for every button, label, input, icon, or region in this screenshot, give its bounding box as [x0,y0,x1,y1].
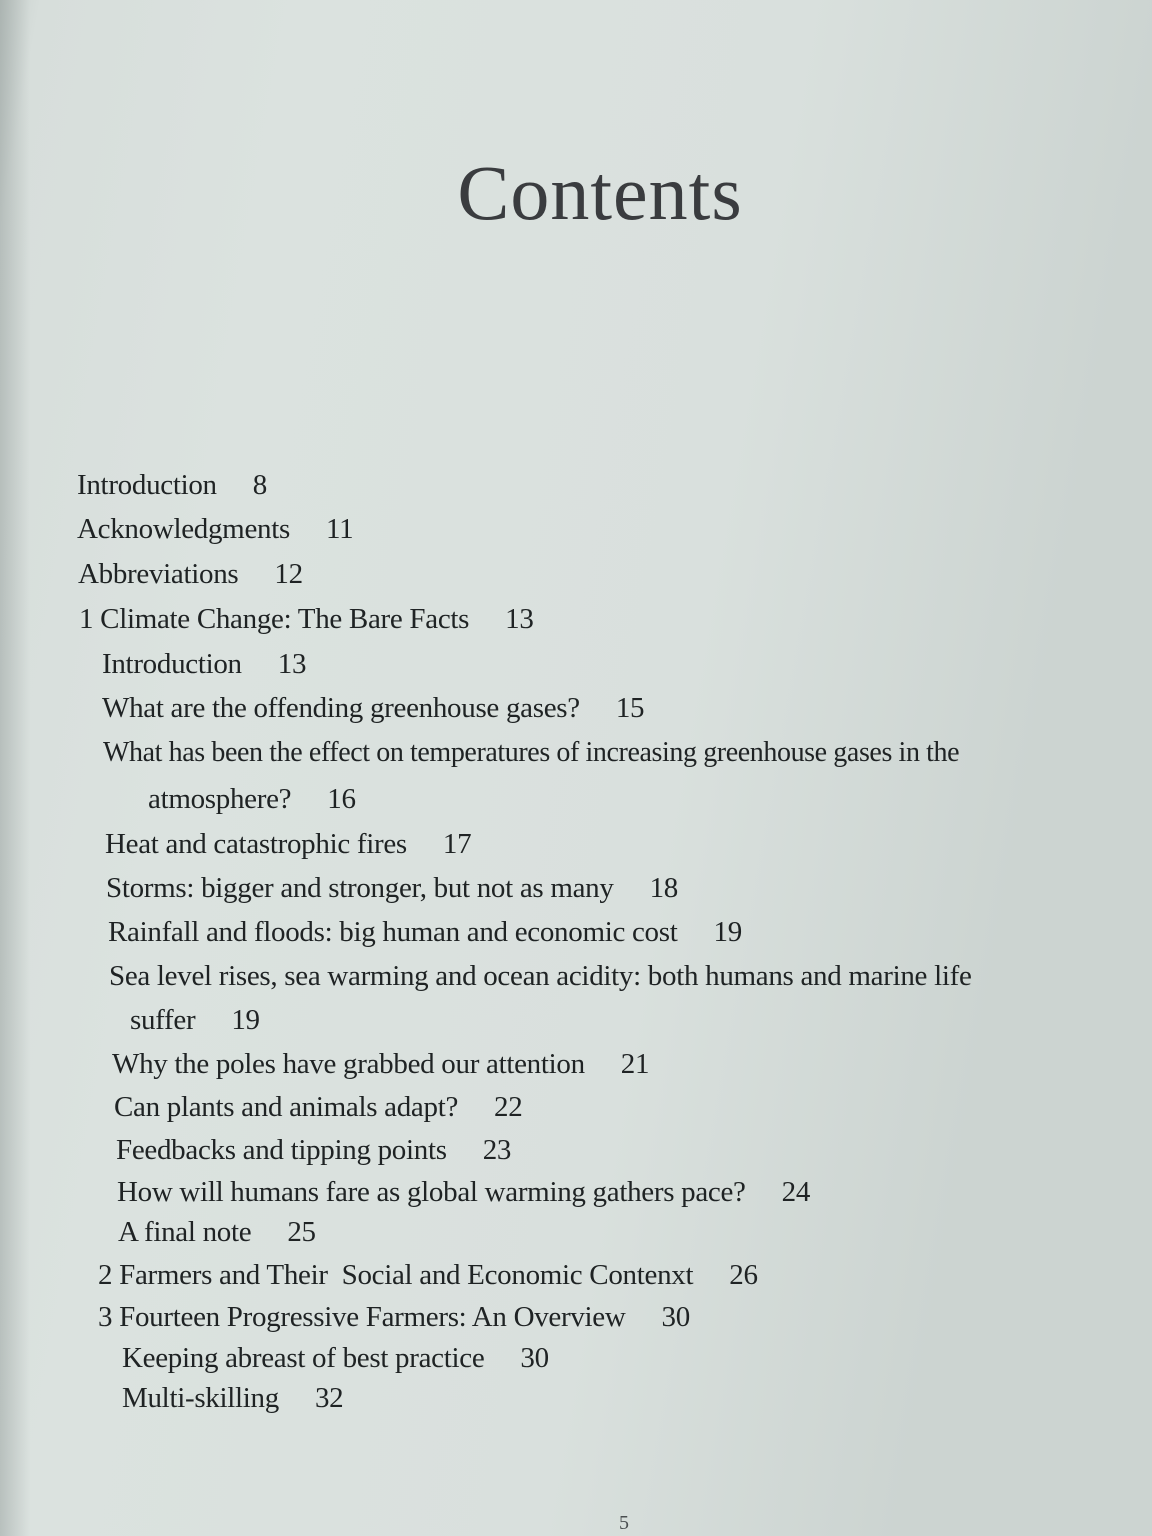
toc-section-sea-level [109,958,972,994]
toc-entry-page: 30 [661,1301,690,1333]
toc-entry-title: What has been the effect on temperatures of increasing greenhouse gases in the [103,737,960,768]
toc-entry-title: Abbreviations [78,558,239,590]
toc-section-rainfall-floods [108,914,742,950]
toc-entry-title: Sea level rises, sea warming and ocean acidity: both humans and marine life [109,960,972,992]
toc-entry-page: 12 [274,558,303,590]
toc-entry-title: How will humans fare as global warming gathers pace? [117,1176,746,1208]
toc-section-storms [106,870,678,906]
toc-entry-title: Can plants and animals adapt? [114,1091,459,1123]
toc-entry-abbreviations [78,556,303,592]
toc-entry-page: 32 [314,1382,344,1414]
toc-entry-acknowledgments [77,511,353,547]
toc-entry-page: 13 [505,603,534,635]
toc-entry-page: 25 [287,1216,316,1248]
toc-section-temperature-effect-continued [148,781,356,817]
toc-section-humans-fare [117,1174,810,1210]
toc-section-temperature-effect [103,735,959,771]
toc-entry-page: 23 [482,1134,512,1166]
toc-section-introduction [102,646,306,682]
toc-entry-page: 19 [231,1004,260,1036]
toc-entry-page: 30 [520,1342,549,1374]
toc-section-final-note [118,1214,316,1250]
toc-entry-title: 2 Farmers and Their Social and Economic Contenxt [98,1259,694,1291]
toc-section-feedbacks [116,1132,511,1168]
toc-entry-title: Introduction [102,648,242,680]
toc-section-best-practice [122,1340,549,1376]
toc-entry-title: 3 Fourteen Progressive Farmers: An Overview [98,1301,626,1333]
toc-entry-page: 18 [649,872,678,904]
toc-section-heat-fires [105,826,471,862]
toc-entry-page: 26 [729,1259,758,1291]
toc-chapter-1 [79,601,534,637]
toc-entry-title: suffer [130,1004,196,1036]
toc-section-sea-level-continued [130,1002,260,1038]
toc-section-multi-skilling [122,1380,343,1416]
toc-entry-title: Acknowledgments [77,513,290,545]
toc-entry-page: 16 [327,783,356,815]
toc-entry-page: 21 [620,1048,650,1080]
toc-chapter-2 [98,1257,758,1293]
toc-entry-title: Heat and catastrophic fires [105,828,407,860]
toc-entry-title: Feedbacks and tipping points [116,1134,447,1166]
toc-entry-title: Rainfall and floods: big human and economic cost [108,916,678,948]
toc-entry-title: A final note [118,1216,252,1248]
toc-entry-page: 24 [781,1176,811,1208]
toc-entry-title: atmosphere? [148,783,292,815]
toc-entry-title: Keeping abreast of best practice [122,1342,485,1374]
page-title: Contents [457,149,743,236]
toc-chapter-3 [98,1299,690,1335]
toc-entry-title: Multi-skilling [122,1382,279,1414]
page-number: 5 [619,1512,629,1534]
toc-entry-page: 22 [494,1091,523,1123]
toc-entry-title: Why the poles have grabbed our attention [112,1048,585,1080]
toc-entry-page: 11 [325,513,354,545]
toc-entry-page: 19 [713,916,742,948]
toc-section-adapt [114,1089,522,1125]
toc-entry-page: 13 [277,648,307,680]
toc-entry-page: 15 [615,692,645,724]
toc-entry-page: 17 [442,828,472,860]
toc-entry-introduction [77,467,267,503]
toc-entry-title: Storms: bigger and stronger, but not as many [106,872,614,904]
toc-entry-page: 8 [252,469,267,501]
toc-section-greenhouse-gases [102,690,644,726]
toc-entry-title: What are the offending greenhouse gases? [102,692,580,724]
toc-entry-title: Introduction [77,469,217,501]
toc-section-poles [112,1046,649,1082]
toc-entry-title: 1 Climate Change: The Bare Facts [79,603,470,635]
